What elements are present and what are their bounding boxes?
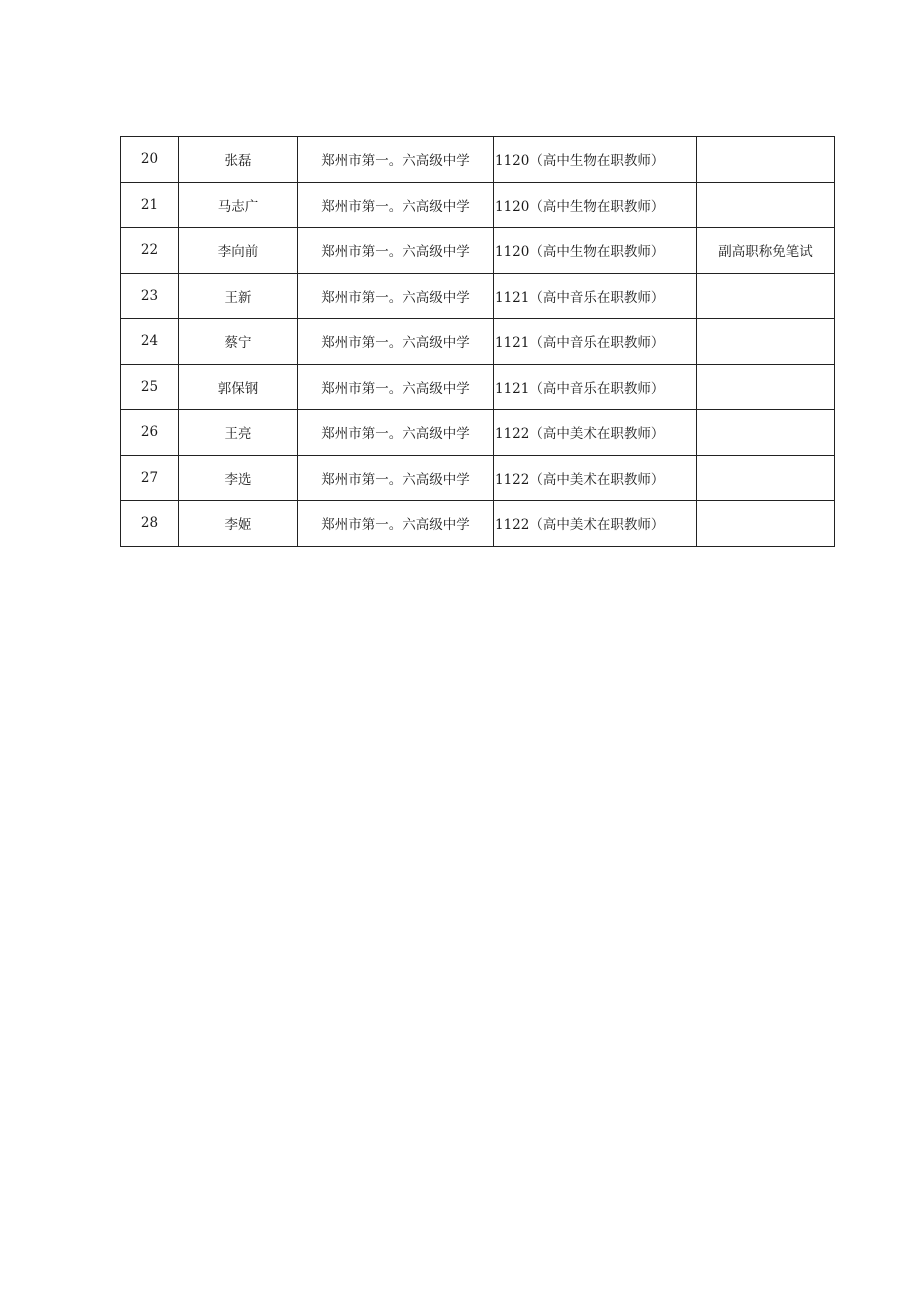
school-cell: 郑州市第一。六高级中学 (298, 273, 494, 319)
post-cell: 1121（高中音乐在职教师） (494, 364, 697, 410)
row-number-cell: 20 (121, 137, 179, 183)
candidate-table-body (121, 137, 835, 547)
school-cell: 郑州市第一。六高级中学 (298, 410, 494, 456)
table-row (121, 501, 835, 547)
table-row (121, 273, 835, 319)
row-number-cell: 21 (121, 182, 179, 228)
table-row (121, 228, 835, 274)
post-cell: 1122（高中美术在职教师） (494, 501, 697, 547)
row-number-cell: 28 (121, 501, 179, 547)
note-cell (697, 137, 835, 183)
row-number-cell: 23 (121, 273, 179, 319)
candidate-name-cell: 马志广 (179, 182, 298, 228)
school-cell: 郑州市第一。六高级中学 (298, 182, 494, 228)
note-cell (697, 319, 835, 365)
note-cell (697, 364, 835, 410)
candidate-name-cell: 李选 (179, 455, 298, 501)
note-cell (697, 410, 835, 456)
candidate-name-cell: 蔡宁 (179, 319, 298, 365)
candidate-table (120, 136, 835, 547)
row-number-cell: 27 (121, 455, 179, 501)
post-cell: 1121（高中音乐在职教师） (494, 319, 697, 365)
school-cell: 郑州市第一。六高级中学 (298, 501, 494, 547)
post-cell: 1122（高中美术在职教师） (494, 455, 697, 501)
note-cell (697, 501, 835, 547)
candidate-name-cell: 李向前 (179, 228, 298, 274)
post-cell: 1120（高中生物在职教师） (494, 137, 697, 183)
note-cell (697, 455, 835, 501)
note-cell (697, 182, 835, 228)
school-cell: 郑州市第一。六高级中学 (298, 137, 494, 183)
candidate-name-cell: 王亮 (179, 410, 298, 456)
candidate-name-cell: 郭保钢 (179, 364, 298, 410)
table-row (121, 410, 835, 456)
row-number-cell: 24 (121, 319, 179, 365)
school-cell: 郑州市第一。六高级中学 (298, 455, 494, 501)
row-number-cell: 26 (121, 410, 179, 456)
candidate-name-cell: 李姬 (179, 501, 298, 547)
table-row (121, 137, 835, 183)
candidate-name-cell: 王新 (179, 273, 298, 319)
note-cell: 副高职称免笔试 (697, 228, 835, 274)
table-row (121, 182, 835, 228)
school-cell: 郑州市第一。六高级中学 (298, 364, 494, 410)
row-number-cell: 22 (121, 228, 179, 274)
post-cell: 1120（高中生物在职教师） (494, 182, 697, 228)
post-cell: 1122（高中美术在职教师） (494, 410, 697, 456)
candidate-table-sheet (120, 136, 834, 547)
note-cell (697, 273, 835, 319)
table-row (121, 455, 835, 501)
post-cell: 1120（高中生物在职教师） (494, 228, 697, 274)
row-number-cell: 25 (121, 364, 179, 410)
candidate-name-cell: 张磊 (179, 137, 298, 183)
post-cell: 1121（高中音乐在职教师） (494, 273, 697, 319)
table-row (121, 364, 835, 410)
school-cell: 郑州市第一。六高级中学 (298, 319, 494, 365)
table-row (121, 319, 835, 365)
school-cell: 郑州市第一。六高级中学 (298, 228, 494, 274)
